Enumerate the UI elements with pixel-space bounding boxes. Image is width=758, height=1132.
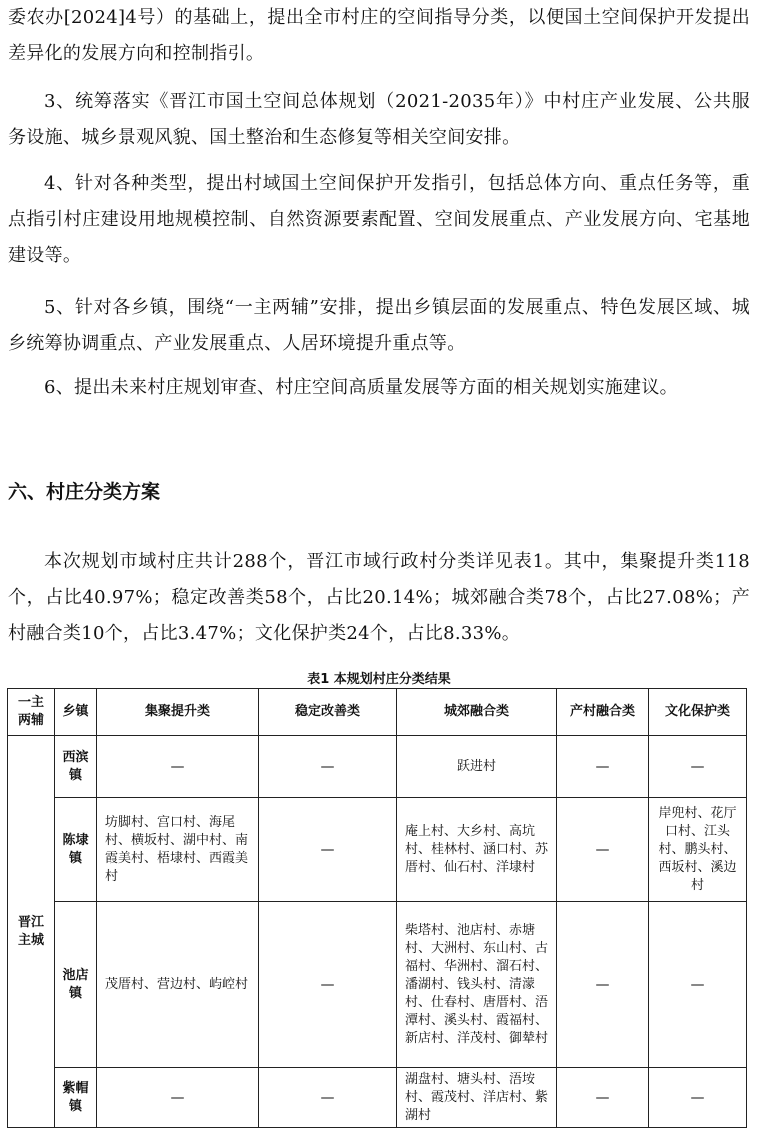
paragraph-intro-continued: 委农办[2024]4号）的基础上，提出全市村庄的空间指导分类，以便国土空间保护开发提出差异化的发展方向和控制指引。 (8, 7, 750, 64)
area-cell: 晋江主城 (8, 736, 55, 1128)
header-town: 乡镇 (55, 689, 97, 736)
cell-stable-improve: — (259, 902, 397, 1068)
header-cluster-upgrade: 集聚提升类 (97, 689, 259, 736)
header-industry-village: 产村融合类 (557, 689, 649, 736)
town-cell: 陈埭镇 (55, 798, 97, 902)
town-cell: 西滨镇 (55, 736, 97, 798)
header-area: 一主两辅 (8, 689, 55, 736)
cell-industry-village: — (557, 902, 649, 1068)
header-suburban-integration: 城郊融合类 (397, 689, 557, 736)
village-classification-table (7, 688, 747, 1128)
cell-cluster-upgrade: 茂厝村、营边村、屿崆村 (97, 902, 259, 1068)
cell-cultural-protection: — (649, 902, 747, 1068)
paragraph-item-6: 6、提出未来村庄规划审查、村庄空间高质量发展等方面的相关规划实施建议。 (44, 377, 678, 398)
table-header-row (8, 689, 747, 736)
cell-cultural-protection: — (649, 1068, 747, 1128)
cell-cultural-protection: 岸兜村、花厅口村、江头村、鹏头村、西坂村、溪边村 (649, 798, 747, 902)
paragraph-item-4: 4、针对各种类型，提出村域国土空间保护开发指引，包括总体方向、重点任务等，重点指引村庄建设用地规模控制、自然资源要素配置、空间发展重点、产业发展方向、宅基地建设等。 (8, 173, 750, 266)
table-row (8, 1068, 747, 1128)
cell-suburban-integration: 湖盘村、塘头村、浯垵村、霞茂村、洋店村、紫湖村 (397, 1068, 557, 1128)
paragraph-item-5: 5、针对各乡镇，围绕“一主两辅”安排，提出乡镇层面的发展重点、特色发展区域、城乡统筹协调重点、产业发展重点、人居环境提升重点等。 (8, 297, 750, 354)
cell-cluster-upgrade: 坊脚村、宫口村、海尾村、横坂村、湖中村、南霞美村、梧埭村、西霞美村 (97, 798, 259, 902)
section-heading: 六、村庄分类方案 (8, 481, 161, 503)
cell-cultural-protection: — (649, 736, 747, 798)
header-stable-improve: 稳定改善类 (259, 689, 397, 736)
cell-industry-village: — (557, 798, 649, 902)
paragraph-item-3: 3、统筹落实《晋江市国土空间总体规划（2021-2035年）》中村庄产业发展、公共服务设施、城乡景观风貌、国土整治和生态修复等相关空间安排。 (8, 91, 750, 148)
cell-industry-village: — (557, 1068, 649, 1128)
town-cell: 池店镇 (55, 902, 97, 1068)
table-row (8, 902, 747, 1068)
cell-cluster-upgrade: — (97, 1068, 259, 1128)
cell-stable-improve: — (259, 736, 397, 798)
cell-suburban-integration: 跃进村 (397, 736, 557, 798)
cell-industry-village: — (557, 736, 649, 798)
table-caption: 表1 本规划村庄分类结果 (307, 672, 451, 687)
paragraph-summary: 本次规划市域村庄共计288个，晋江市域行政村分类详见表1。其中，集聚提升类118个，占比40.97%；稳定改善类58个，占比20.14%；城郊融合类78个，占比27.08%；产村融合类10个，占比3.47%；文化保护类24个，占比8.33%。 (8, 551, 750, 644)
cell-stable-improve: — (259, 798, 397, 902)
town-cell: 紫帽镇 (55, 1068, 97, 1128)
table-row (8, 736, 747, 798)
table-row (8, 798, 747, 902)
cell-cluster-upgrade: — (97, 736, 259, 798)
cell-suburban-integration: 庵上村、大乡村、高坑村、桂林村、涵口村、苏厝村、仙石村、洋埭村 (397, 798, 557, 902)
cell-stable-improve: — (259, 1068, 397, 1128)
cell-suburban-integration: 柴塔村、池店村、赤塘村、大洲村、东山村、古福村、华洲村、溜石村、潘湖村、钱头村、清濛村、仕春村、唐厝村、浯潭村、溪头村、霞福村、新店村、洋茂村、御辇村 (397, 902, 557, 1068)
header-cultural-protection: 文化保护类 (649, 689, 747, 736)
